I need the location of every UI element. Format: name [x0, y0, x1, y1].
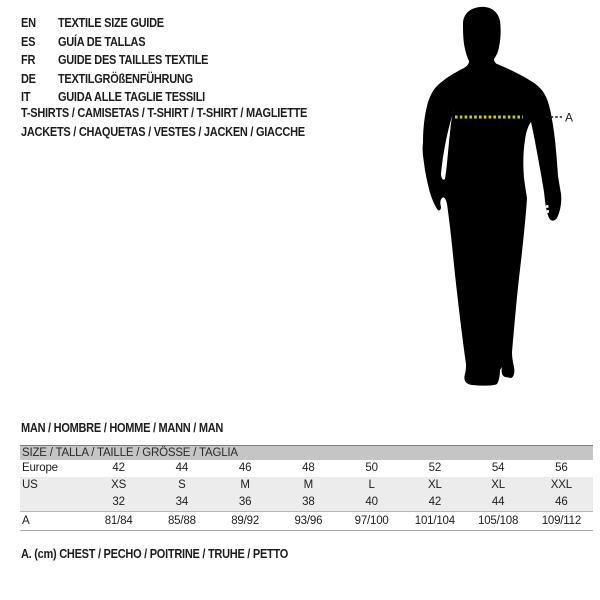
hand-finger-gap — [547, 210, 550, 213]
category-jackets: JACKETS / CHAQUETAS / VESTES / JACKEN / GIACCHE — [21, 125, 305, 139]
table-cell: XL — [491, 479, 505, 491]
table-cell: 36 — [238, 496, 252, 508]
table-cell: XS — [111, 479, 127, 491]
category-tshirts: T-SHIRTS / CAMISETAS / T-SHIRT / T-SHIRT / MAGLIETTE — [21, 106, 308, 120]
table-cell: L — [368, 479, 375, 491]
language-label: TEXTILGRÖßENFÜHRUNG — [57, 71, 193, 86]
language-code: IT — [21, 90, 31, 105]
man-silhouette — [423, 7, 562, 386]
table-cell: 44 — [175, 462, 189, 474]
section-title: MAN / HOMBRE / HOMME / MANN / MAN — [21, 421, 224, 435]
table-cell: 93/96 — [294, 515, 323, 527]
row-label: A — [22, 515, 30, 527]
row-label: Europe — [22, 462, 58, 474]
language-row-fr — [21, 51, 208, 70]
language-code: ES — [21, 34, 36, 49]
table-cell: 48 — [302, 462, 315, 474]
language-code: DE — [21, 71, 36, 86]
table-cell: 42 — [428, 496, 442, 508]
table-row-us-numeric — [20, 494, 593, 511]
table-cell: 109/112 — [541, 515, 582, 527]
table-cell: S — [178, 479, 186, 491]
measurement-footnote: A. (cm) CHEST / PECHO / POITRINE / TRUHE / PETTO — [21, 547, 289, 561]
size-table — [20, 445, 593, 531]
table-cell: 44 — [491, 496, 505, 508]
language-label: GUIDA ALLE TAGLIE TESSILI — [57, 90, 205, 105]
table-cell: M — [303, 479, 314, 491]
table-cell: 105/108 — [478, 515, 519, 527]
table-cell: 101/104 — [414, 515, 455, 527]
language-code: FR — [21, 53, 36, 68]
table-cell: M — [240, 479, 250, 491]
table-cell: 89/92 — [231, 515, 260, 527]
table-cell: XL — [428, 479, 442, 491]
table-row-chest-cm — [20, 511, 593, 530]
language-row-es — [21, 33, 208, 52]
table-cell: 46 — [238, 462, 252, 474]
table-cell: 46 — [555, 496, 568, 508]
table-cell: 34 — [175, 496, 189, 508]
language-row-de — [21, 70, 208, 89]
table-cell: XXL — [550, 479, 572, 491]
language-code: EN — [21, 16, 36, 30]
hand-finger-gap — [546, 205, 549, 208]
row-label — [20, 494, 87, 511]
language-label: TEXTILE SIZE GUIDE — [57, 16, 164, 30]
table-row-europe — [20, 460, 593, 477]
man-silhouette-figure — [410, 0, 600, 400]
table-row-us — [20, 477, 593, 494]
language-row-en — [21, 14, 208, 33]
chest-measure-label: A — [565, 110, 574, 125]
size-table-header: SIZE / TALLA / TAILLE / GRÖSSE / TAGLIA — [20, 446, 593, 460]
language-list — [21, 14, 208, 107]
language-label: GUÍA DE TALLAS — [57, 34, 146, 49]
table-cell: 85/88 — [167, 515, 196, 527]
table-cell: 32 — [112, 496, 125, 508]
table-cell: 38 — [302, 496, 315, 508]
category-list — [21, 104, 307, 142]
table-cell: 97/100 — [354, 515, 389, 527]
language-label: GUIDE DES TAILLES TEXTILE — [57, 53, 209, 68]
table-cell: 50 — [365, 462, 378, 474]
table-cell: 54 — [491, 462, 505, 474]
row-label: US — [22, 479, 38, 491]
table-cell: 81/84 — [104, 515, 133, 527]
table-cell: 52 — [428, 462, 442, 474]
table-cell: 40 — [365, 496, 378, 508]
table-cell: 42 — [112, 462, 125, 474]
table-cell: 56 — [555, 462, 568, 474]
